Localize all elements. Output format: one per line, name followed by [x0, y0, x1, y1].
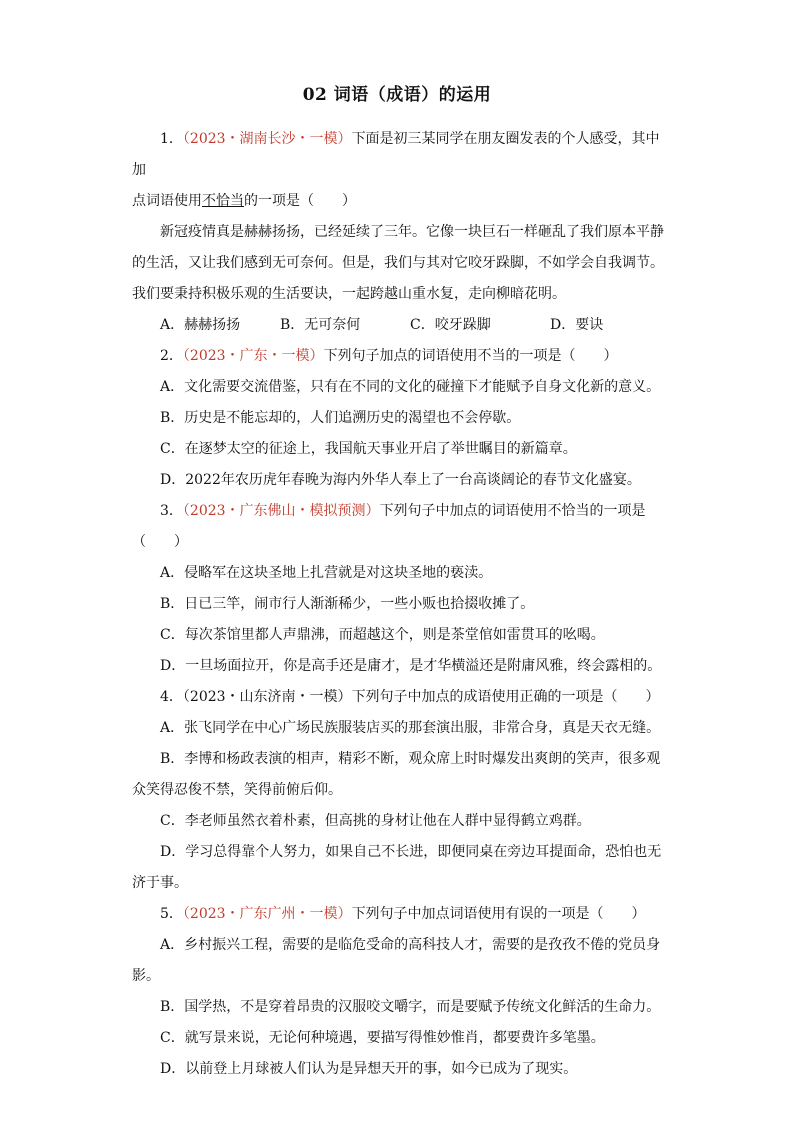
option-a: A．文化需要交流借鉴，只有在不同的文化的碰撞下才能赋予自身文化新的意义。 [160, 379, 661, 395]
question-4 [132, 682, 672, 899]
question-source: （2023・山东济南・一模） [182, 689, 352, 705]
option-d: D．学习总得靠个人努力，如果自己不长进，即便同桌在旁边耳提面命，恐怕也无 [160, 844, 662, 860]
option-a: A．侵略军在这块圣地上扎营就是对这块圣地的亵渎。 [160, 565, 493, 581]
question-source: （2023・广东广州・一模） [182, 906, 352, 922]
option-d: D．一旦场面拉开，你是高手还是庸才，是才华横溢还是附庸风雅，终会露相的。 [160, 658, 662, 674]
option-a: A．赫赫扬扬 [160, 317, 241, 333]
question-text: 下列句子中加点的词语使用不恰当的一项是 [379, 503, 646, 519]
question-list [132, 124, 672, 1085]
question-source: （2023・广东佛山・模拟预测） [182, 503, 380, 519]
option-d: D．以前登上月球被人们认为是异想天开的事，如今已成为了现实。 [160, 1061, 578, 1077]
option-d: D．要诀 [550, 317, 604, 333]
underlined-text: 不恰当 [202, 193, 244, 209]
question-2 [132, 341, 672, 496]
option-b-continued: 众笑得忍俊不禁，笑得前俯后仰。 [132, 782, 342, 798]
option-c: C．在逐梦太空的征途上，我国航天事业开启了举世瞩目的新篇章。 [160, 441, 577, 457]
option-c: C．就写景来说，无论何种境遇，要描写得惟妙惟肖，都要费许多笔墨。 [160, 1030, 605, 1046]
question-text: 下列句子加点的词语使用不当的一项是（ ） [323, 348, 618, 364]
option-c: C．李老师虽然衣着朴素，但高挑的身材让他在人群中显得鹤立鸡群。 [160, 813, 591, 829]
option-a-continued: 影。 [132, 968, 160, 984]
question-5 [132, 899, 672, 1085]
question-stem [132, 899, 672, 930]
option-c: C．咬牙跺脚 [410, 317, 491, 333]
answer-brackets: （ ） [132, 534, 188, 550]
option-b: B．历史是不能忘却的，人们追溯历史的渴望也不会停歇。 [160, 410, 521, 426]
question-source: （2023・广东・一模） [182, 348, 324, 364]
question-text: 的一项是（ ） [244, 193, 356, 209]
options-row [132, 310, 672, 341]
passage-line: 的生活，又让我们感到无可奈何。但是，我们与其对它咬牙跺脚，不如学会自我调节。 [132, 255, 664, 271]
question-text: 下面是初三某同学在朋友圈发表的个人感受，其中加 [132, 131, 660, 178]
option-b: B．国学热，不是穿着昂贵的汉服咬文嚼字，而是要赋予传统文化鲜活的生命力。 [160, 999, 661, 1015]
question-1 [132, 124, 672, 341]
option-a: A．张飞同学在中心广场民族服装店买的那套演出服，非常合身，真是天衣无缝。 [160, 720, 661, 736]
question-text: 点词语使用 [132, 193, 202, 209]
question-stem [132, 496, 672, 527]
question-3 [132, 496, 672, 682]
question-number: 4． [160, 689, 183, 705]
option-b: B．李博和杨政表演的相声，精彩不断，观众席上时时爆发出爽朗的笑声，很多观 [160, 751, 661, 767]
question-stem-continued [132, 186, 672, 217]
option-b: B．无可奈何 [280, 317, 361, 333]
page-title: 02 词语（成语）的运用 [302, 85, 492, 105]
question-text: 下列句子中加点词语使用有误的一项是（ ） [351, 906, 646, 922]
question-number: 3． [160, 503, 183, 519]
option-c: C．每次茶馆里都人声鼎沸，而超越这个，则是茶堂倌如雷贯耳的吆喝。 [160, 627, 605, 643]
question-stem [132, 124, 672, 186]
option-a: A．乡村振兴工程，需要的是临危受命的高科技人才，需要的是孜孜不倦的党员身 [160, 937, 661, 953]
question-number: 5． [160, 906, 183, 922]
question-text: 下列句子中加点的成语使用正确的一项是（ ） [351, 689, 660, 705]
question-number: 1． [160, 131, 183, 147]
question-source: （2023・湖南长沙・一模） [182, 131, 352, 147]
option-b: B．日已三竿，闹市行人渐渐稀少，一些小贩也拾掇收摊了。 [160, 596, 535, 612]
passage-line: 我们要秉持积极乐观的生活要诀，一起跨越山重水复，走向柳暗花明。 [132, 286, 566, 302]
question-stem [132, 341, 672, 372]
passage-line: 新冠疫情真是赫赫扬扬，已经延续了三年。它像一块巨石一样砸乱了我们原本平静 [160, 224, 664, 240]
question-stem [132, 682, 672, 713]
question-number: 2． [160, 348, 183, 364]
option-d: D．2022年农历虎年春晚为海内外华人奉上了一台高谈阔论的春节文化盛宴。 [160, 472, 641, 488]
option-d-continued: 济于事。 [132, 875, 188, 891]
